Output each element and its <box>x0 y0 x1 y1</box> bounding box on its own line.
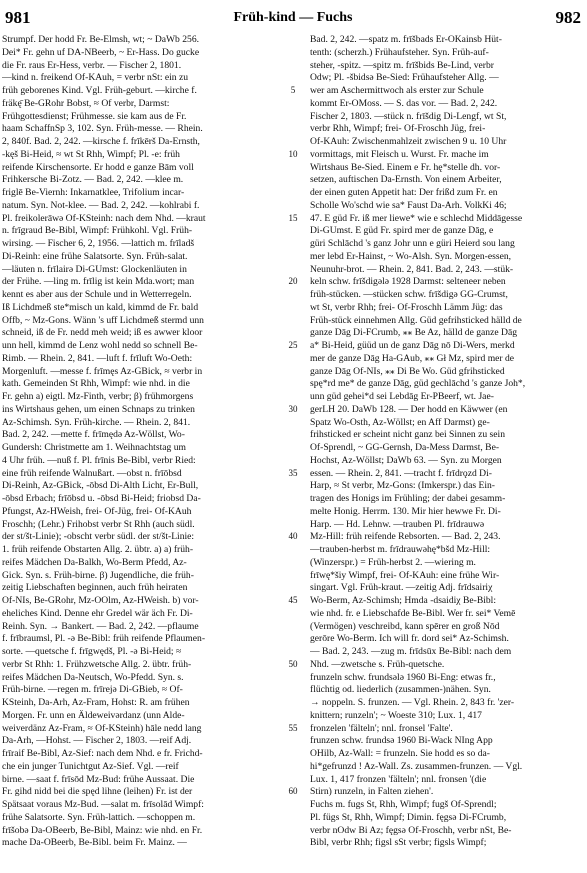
text-line: singart. Vgl. Früh-kraut. —zeitig Adj. frīdsairiχ <box>310 582 493 594</box>
text-line: Wirtshaus Be-Sied. Einem e Fr. hę*stelle dh. vor- <box>310 161 501 173</box>
text-line: früh geborenes Kind. Vgl. Früh-geburt. —kirche f. <box>2 85 197 96</box>
text-line: Strumpf. Der hodd Fr. Be-Elmsh, wt; ~ DaWb 256. <box>2 34 200 45</box>
right-column <box>310 34 583 850</box>
text-line: OHilb, Az-Wall: = frunzeln. Sie hodd es so da- <box>310 748 490 759</box>
line-number: 20 <box>288 276 298 287</box>
text-line: unn hell, kimmd de Lenz wohl nedd so schnell Be- <box>2 340 198 351</box>
text-line: Da-Arh, —Hohst. — Fischer 2, 1803. —reif Adj. <box>2 735 192 747</box>
text-line: Di-Reinh, Az-GBick, -ōbsd Di-Alth Licht, Er-Bull, <box>2 480 199 492</box>
line-number: 60 <box>288 786 298 797</box>
text-line: Lux. 1, 417 fronzen 'fälteln'; nnl. fronsen '(die <box>310 773 487 785</box>
text-line: Wo-Berm, Az-Schimsh; Hmda -dsaidiχ Be-Bibl: <box>310 595 497 606</box>
text-line: → noppeln. S. frunzen. — Vgl. Rhein. 2, 843 fr. 'zer- <box>310 697 515 708</box>
text-line: weiverdänz Az-Fram, ≈ Of-KSteinh) hāle nedd lang <box>2 722 202 734</box>
text-line: melte Honig. Herrm. 130. Mir hier hewwe Fr. Di- <box>310 505 501 517</box>
text-line: keln schw. frīšdigələ 1928 Darmst: selteneer neben <box>310 276 506 288</box>
text-line: birne. —saat f. frīsōd Mz-Bud: frühe Aussaat. Die <box>2 773 195 785</box>
page-number-left: 981 <box>5 8 31 27</box>
text-line: Odw; Pl. -šbidsə Be-Sied: Frühaufsteher Allg. — <box>310 72 499 84</box>
text-line: Az-Schimsh. Syn. Früh-kirche. — Rhein. 2, 841. <box>2 416 191 428</box>
text-line: Morgenluft. —messe f. frīmęs Az-GBick, ≈ verbr in <box>2 365 203 377</box>
text-line: Morgen. Fr. unn en Äldeweivərdanz (unn Alde- <box>2 709 185 721</box>
text-line: verbr nOdw Bi Az; fęgsə Of-Froschh, verbr nSt, Be- <box>310 824 512 836</box>
text-line: Früh-birne. —regen m. frīrejə Di-GBieb, ≈ Of- <box>2 684 183 696</box>
text-line: schneid, iß de Fr. nedd meh weid; iß es awwer kloor <box>2 327 203 339</box>
text-line: — Bad. 2, 243. —zug m. frīdsūx Be-Bibl: nach dem <box>310 646 512 657</box>
text-line: gerLH 20. DaWb 128. — Der hodd en Käwwer (en <box>310 403 508 415</box>
text-line: frunzen schw. frundsə 1960 Bi-Wack NIng App <box>310 735 493 747</box>
text-line: ganze Dāg Di-FCrumb, ⁎⁎ Be Az, hälld de ganze Dāg <box>310 327 518 339</box>
text-line: verbr St Rhh: 1. Frühzwetsche Allg. 2. übtr. früh- <box>2 658 192 670</box>
text-line: frīraif Be-Bibl, Az-Sief: nach dem Nhd. e fr. Frichd- <box>2 748 203 759</box>
text-line: Of-Sprendl, ~ GG-Gernsh, Da-Mess Darmst, Be- <box>310 442 500 453</box>
text-line: Bibl, verbr Rhh; figsl sSt verbr; figsls Wimpf; <box>310 837 487 849</box>
text-line: der st/št-Linie); -obscht verbr südl. der st/št-Linie: <box>2 531 195 543</box>
text-line: Frühgottesdienst; Frühmesse. sie kam aus de Fr. <box>2 110 187 122</box>
line-number: 35 <box>288 467 298 478</box>
text-line: Froschh; (Lehr.) Frihobst verbr St Rhh (auch südl. <box>2 518 195 530</box>
text-line: Früh-stück einnehmen Allg. Güd gefrihsticked hälld de <box>310 314 522 326</box>
page-header <box>5 6 581 28</box>
text-line: Di-GUmst. E güd Fr. spird mer de ganze Dāg, e <box>310 225 494 237</box>
text-line: Neunuhr-brot. — Rhein. 2, 841. Bad. 2, 243. —stük- <box>310 263 514 275</box>
text-line: verbr Rhh, Wimpf; frei- Of-Froschh Jüg, frei- <box>310 123 486 135</box>
text-line: kath. Gemeinden St Rhh, Wimpf: wie nhd. in die <box>2 378 190 390</box>
text-line: Pl. fügs St, Rhh, Wimpf; Dimin. fęgsə Di-FCrumb, <box>310 811 507 823</box>
text-line: (Winzerspr.) = Früh-herbst 2. —wiering m. <box>310 556 476 568</box>
text-line: flüchtig od. liederlich (zusammen-)nähen. Syn. <box>310 684 491 696</box>
text-line: hi*gefrunzd ! Az-Wall. Zs. zusammen-frunzen. — Vgl. <box>310 760 523 772</box>
text-line: -kęš Bi-Heid, ≈ wt St Rhh, Wimpf; Pl. -e: früh <box>2 148 180 160</box>
text-line: wer am Aschermittwoch als erster zur Schule <box>310 85 484 96</box>
text-line: KSteinh, Da-Arh, Az-Fram, Hohst: R. am frühen <box>2 697 190 708</box>
text-line: Mz-Hill: früh reifende Rebsorten. — Bad. 2, 243. <box>310 531 501 543</box>
text-line: tragen des Honigs im Frühling; der dabei gesamm- <box>310 493 506 504</box>
text-line: der einen guten Appetit hat: Der frißd zum Fr. en <box>310 187 498 198</box>
text-line: Rimb. — Rhein. 2, 841. —luft f. frīluft Wo-Oeth: <box>2 352 193 364</box>
text-line: frihsticked er scheint nicht ganz bei Sinnen zu sein <box>310 429 506 441</box>
text-line: gerōre Wo-Berm. Ich will fr. dord sei* Az-Schimsh. <box>310 633 509 645</box>
text-line: che ein junger Tunichtgut Az-Sief. Vgl. —reif <box>2 760 179 772</box>
text-line: fräkę̄ Be-GRohr Bobst, ≈ Of verbr, Darmst: <box>2 97 170 109</box>
line-number: 30 <box>288 403 298 414</box>
text-line: friglē Be-Viernh: Inkarnatklee, Trifolium incar- <box>2 187 185 198</box>
text-line: mer lebd Er-Hainst, ~ Wo-Alsh. Syn. Morgen-essen, <box>310 250 512 262</box>
text-line: -ōbsd Erbach; frīōbsd u. -ōbsd Bi-Heid; friobsd Da- <box>2 493 201 504</box>
text-line: Harp, ≈ St verbr, Mz-Gons: (Imkerspr.) das Ein- <box>310 480 495 492</box>
text-line: 4 Uhr früh. —nuß f. Pl. frīnis Be-Bibl, verbr Ried: <box>2 454 196 466</box>
text-line: steher, -spitz. —spitz m. frīšbids Be-Lind, verbr <box>310 59 494 71</box>
text-line: spę*rd me* de ganze Dāg, güd gechlāchd 's ganze Joh*, <box>310 378 526 390</box>
text-line: setzen, auftischen Da-Ernsth. Von einem Arbeiter, <box>310 174 502 186</box>
text-line: f. frībraumsl, Pl. -ə Be-Bibl: früh reifende Pflaumen- <box>2 633 206 645</box>
text-line: Fr. gihd nidd bei die spęd lihne (leihen) Fr. ist der <box>2 786 193 798</box>
text-line: tenth: (scherzh.) Frühaufsteher. Syn. Früh-auf- <box>310 46 489 58</box>
text-line: eine früh reifende Walnußart. —obst n. frīōbsd <box>2 467 182 479</box>
text-line: Spatz Wo-Osth, Az-Wöllst; en Aff Darmst) ge- <box>310 416 490 428</box>
text-line: —läuten n. frīlairə Di-GUmst: Glockenläuten in <box>2 263 187 275</box>
text-line: 2, 840f. Bad. 2, 242. —kirsche f. frīkērš Da-Ernsth, <box>2 136 200 147</box>
text-line: Reinh. Syn. → Bankert. — Bad. 2, 242. —pflaume <box>2 620 199 632</box>
text-line: Frihkersche Bi-Zotz. — Bad. 2, 242. —klee m. <box>2 174 184 186</box>
line-number: 50 <box>288 658 298 669</box>
text-line: kennt es aber aus der Schule und in Wetterregeln. <box>2 289 192 300</box>
text-line: die Fr. raus Er-Hess, verbr. — Fischer 2, 1801. <box>2 59 182 71</box>
text-line: Of-NIs, Be-GRohr, Mz-OOlm, Az-HWeish. b) vor- <box>2 595 199 606</box>
text-line: —trauben-herbst m. frīdrauwəhę*bšd Mz-Hill: <box>310 544 491 555</box>
text-line: Offb, ~ Mz-Gons. Wänn 's uff Lichdmeß stermd unn <box>2 314 204 326</box>
text-line: Fr. gehn a) eigtl. Mz-Finth, verbr; β) frühmorgens <box>2 391 194 402</box>
text-line: a* Bi-Heid, güüd un de ganz Dāg nō Di-Wers, merkd <box>310 340 515 351</box>
text-line: n. frīgraud Be-Bibl, Wimpf: Frühkohl. Vgl. Früh- <box>2 225 193 237</box>
text-line: Harp. — Hd. Lehnw. —trauben Pl. frīdrauwə <box>310 518 485 530</box>
text-line: vormittags, mit Fleisch u. Wurst. Fr. mache im <box>310 148 489 160</box>
text-line: Pfungst, Az-HWeish, frei- Of-Jüg, frei- Of-KAuh <box>2 505 192 517</box>
text-line: Bad. 2, 242. —mette f. frīmędə Az-Wöllst, Wo- <box>2 429 185 441</box>
text-line: ins Wirtshaus gehen, um einen Schnaps zu trinken <box>2 403 195 415</box>
text-line: knittern; runzeln'; ~ Woeste 310; Lux. 1, 417 <box>310 709 482 721</box>
left-column <box>2 34 274 850</box>
line-number: 5 <box>290 85 296 95</box>
text-line: reifes Mädchen Da-Balkh, Wo-Berm Pfedd, Az- <box>2 556 187 568</box>
text-line: Fuchs m. fugs St, Rhh, Wimpf; fugš Of-Sprendl; <box>310 799 497 810</box>
text-line: güri Schlāchd 's ganz Johr unn e güri Heierd sou lang <box>310 238 515 249</box>
line-number: 45 <box>288 595 298 605</box>
text-line: fronzelen 'fälteln'; nnl. fronsel 'Falte'. <box>310 722 453 734</box>
text-line: Bad. 2, 242. —spatz m. frīšbads Er-OKainsb Hüt- <box>310 34 502 45</box>
text-line: Stirn) runzeln, in Falten ziehen'. <box>310 786 434 798</box>
text-line: mer de ganze Dāg Ha-GAub, ⁎⁎ Gł Mz, spird mer de <box>310 352 515 364</box>
text-line: früh-stücken. —stücken schw. frīšdigə GG-Crumst, <box>310 289 508 300</box>
text-line: eheliches Kind. Denne ehr Gredel wär äch Fr. Di- <box>2 607 193 619</box>
text-line: wt St, verbr Rhh; frei- Of-Froschh Lämm Jüg: das <box>310 301 503 313</box>
text-line: —kind n. freikend Of-KAuh, = verbr nSt: ein zu <box>2 72 189 84</box>
text-line: zeitig Liebschaften beginnen, auch früh heiraten <box>2 582 188 594</box>
text-line: frīwę*šiy Wimpf, frei- Of-KAuh: eine frühe Wir- <box>310 569 500 581</box>
text-line: reifende Kirschensorte. Er hodd e ganze Bām voll <box>2 161 194 173</box>
text-line: 47. E güd Fr. iß mer liewe* wie e schlechd Middāgesse <box>310 212 523 224</box>
text-line: frunzeln schw. frundsələ 1960 Bi-Eng: etwas fr., <box>310 671 496 683</box>
line-number: 10 <box>288 148 298 159</box>
text-line: reifes Mädchen Da-Neutsch, Wo-Pfedd. Syn. s. <box>2 671 184 683</box>
text-line: Dei* Fr. gehn uf DA-NBeerb, ~ Er-Hass. Do gucke <box>2 46 200 58</box>
text-line: Of-KAuh: Zwischenmahlzeit zwischen 9 u. 10 Uhr <box>310 136 507 147</box>
text-line: Spätsaat voraus Mz-Bud. —salat m. frīsolād Wimpf: <box>2 799 204 810</box>
text-line: Fischer 2, 1803. —stück n. frīšdig Di-Lengf, wt St, <box>310 110 507 122</box>
line-number: 40 <box>288 531 298 542</box>
line-number: 55 <box>288 722 298 733</box>
text-line: mache Da-OBeerb, Be-Bibl. beim Fr. Mainz. — <box>2 837 187 849</box>
text-line: natum. Syn. Not-klee. — Bad. 2, 242. —kohlrabi f. <box>2 199 200 211</box>
line-number: 15 <box>288 212 298 223</box>
text-line: frühe Salatsorte. Syn. Früh-lattich. —schoppen m. <box>2 811 196 823</box>
text-line: wie nhd. fr. e Liebschafde Be-Bibl. Wer fr. sei* Vemē <box>310 607 516 619</box>
running-title: Früh-kind — Fuchs <box>233 10 353 25</box>
text-line: frīšobə Da-OBeerb, Be-Bibl, Mainz: wie nhd. en Fr. <box>2 824 203 836</box>
text-line: der Frühe. —ling m. frīlig ist kein Mda.wort; man <box>2 276 195 288</box>
text-line: (Vermögen) veschreibd, kann spērer en groß Nōd <box>310 620 500 632</box>
text-line: Di-Reinh: eine frühe Salatsorte. Syn. Früh-salat. <box>2 250 188 262</box>
line-number: 25 <box>288 340 298 350</box>
text-line: sorte. —quetsche f. frīgwędš, Pl. -ə Bi-Heid; ≈ <box>2 646 182 657</box>
text-line: kommt Er-OMoss. — S. das vor. — Bad. 2, 242. <box>310 97 498 109</box>
text-line: Pl. freikolerāwə Of-KSteinh: nach dem Nhd. —kraut <box>2 212 206 224</box>
text-line: unn güd gehei*d sei Lebdāg Er-PBeerf, wt. Jae- <box>310 391 494 402</box>
text-line: Gick. Syn. s. Früh-birne. β) Jugendliche, die früh- <box>2 569 194 581</box>
text-line: ganze Dāg Of-NIs, ⁎⁎ Di Be Wo. Güd gfrihsticked <box>310 365 505 377</box>
text-line: wirsing. — Fischer 6, 2, 1956. —lattich m. frīladš <box>2 238 195 249</box>
text-line: Scholle Wo'schd wie sa* Faust Da-Arh. VolkKi 46; <box>310 199 507 211</box>
text-line: Hochst, Az-Wöllst; DaWb 63. — Syn. zu Morgen <box>310 454 502 466</box>
page-number-right: 982 <box>555 8 581 27</box>
text-line: 1. früh reifende Obstarten Allg. 2. übtr. a) a) früh- <box>2 544 194 555</box>
text-line: haam SchaffnSp 3, 102. Syn. Früh-messe. — Rhein. <box>2 123 203 135</box>
text-line: Gundersh: Christmette am 1. Weihnachtstag um <box>2 442 186 453</box>
text-line: essen. — Rhein. 2, 841. —tracht f. frīdrǫzd Di- <box>310 467 492 479</box>
text-line: Iß Lichdmeß ste*misch un kald, kimmd de Fr. bald <box>2 301 199 313</box>
text-line: Nhd. —zwetsche s. Früh-quetsche. <box>310 658 445 670</box>
